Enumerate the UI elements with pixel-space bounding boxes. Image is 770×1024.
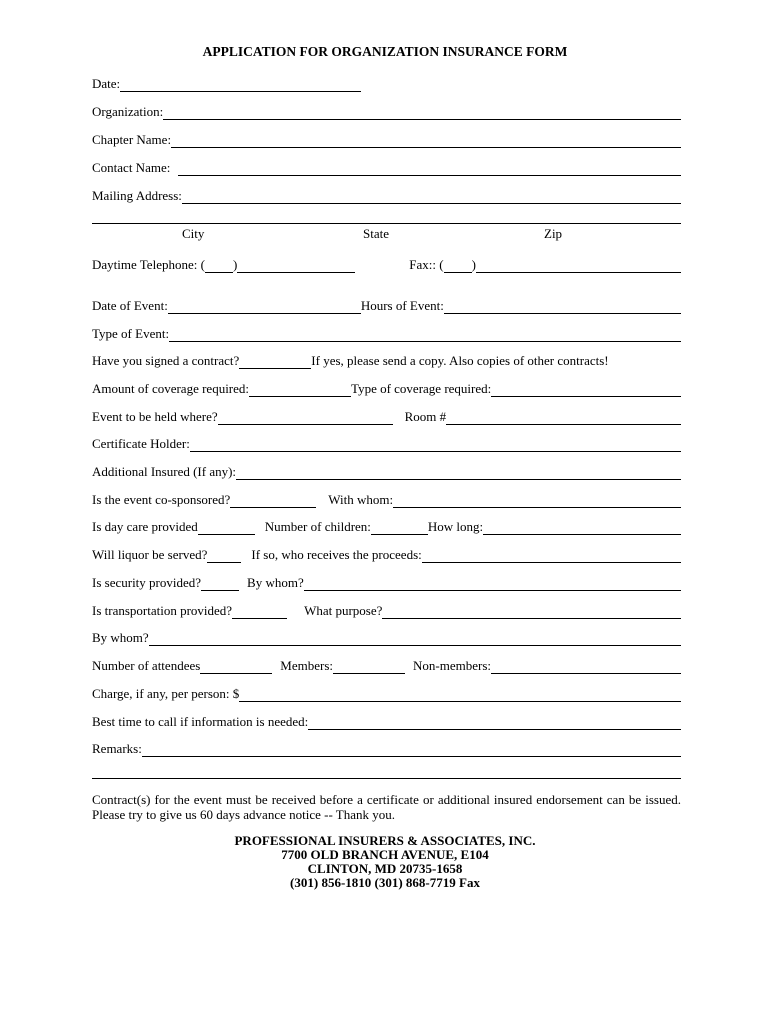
additional-insured-field[interactable] [236, 465, 681, 480]
amount-coverage-label: Amount of coverage required: [92, 381, 250, 396]
company-phone: (301) 856-1810 (301) 868-7719 Fax [290, 875, 480, 890]
room-field[interactable] [446, 410, 681, 425]
best-time-field[interactable] [308, 715, 681, 730]
number-children-field[interactable] [371, 520, 428, 535]
how-long-label: How long: [427, 519, 484, 534]
day-care-field[interactable] [198, 520, 255, 535]
security-row [92, 571, 681, 591]
day-care-row [92, 515, 681, 535]
remarks-line-2[interactable] [92, 778, 681, 779]
transport-by-whom-row [92, 626, 681, 646]
with-whom-field[interactable] [393, 493, 681, 508]
charge-row [92, 682, 681, 702]
transport-by-whom-label: By whom? [92, 630, 149, 645]
additional-insured-label: Additional Insured (If any): [92, 464, 237, 479]
charge-field[interactable] [239, 687, 681, 702]
best-time-label: Best time to call if information is needed: [92, 714, 309, 729]
company-name: PROFESSIONAL INSURERS & ASSOCIATES, INC. [234, 833, 536, 848]
what-purpose-field[interactable] [382, 604, 681, 619]
fax-label: Fax:: ( [409, 257, 444, 272]
proceeds-label: If so, who receives the proceeds: [251, 547, 422, 562]
remarks-field[interactable] [142, 742, 681, 757]
organization-field[interactable] [163, 105, 681, 120]
company-address-line-1: 7700 OLD BRANCH AVENUE, E104 [281, 847, 489, 862]
type-of-event-row [92, 322, 681, 342]
type-coverage-field[interactable] [491, 382, 681, 397]
transportation-row [92, 599, 681, 619]
telephone-number-field[interactable] [237, 258, 355, 273]
security-field[interactable] [201, 576, 239, 591]
telephone-area-code-field[interactable] [205, 258, 233, 273]
type-coverage-label: Type of coverage required: [351, 381, 492, 396]
event-where-field[interactable] [218, 410, 393, 425]
contact-name-label: Contact Name: [92, 160, 171, 175]
organization-row [92, 100, 681, 120]
city-label: City [182, 226, 205, 241]
transportation-field[interactable] [232, 604, 287, 619]
fax-paren-close: ) [471, 257, 476, 272]
type-of-event-label: Type of Event: [92, 326, 170, 341]
chapter-name-field[interactable] [171, 133, 681, 148]
remarks-label: Remarks: [92, 741, 142, 756]
date-label: Date: [92, 76, 121, 91]
chapter-name-row [92, 128, 681, 148]
event-where-label: Event to be held where? [92, 409, 218, 424]
date-row [92, 72, 681, 92]
form-title: APPLICATION FOR ORGANIZATION INSURANCE FORM [202, 44, 568, 59]
zip-label: Zip [544, 226, 563, 241]
non-members-label: Non-members: [413, 658, 491, 673]
contract-question-label: Have you signed a contract? [92, 353, 240, 368]
mailing-address-field[interactable] [182, 189, 681, 204]
security-by-whom-field[interactable] [304, 576, 681, 591]
day-care-label: Is day care provided [92, 519, 198, 534]
hours-of-event-field[interactable] [444, 299, 681, 314]
city-state-zip-labels [92, 226, 681, 242]
cosponsored-field[interactable] [230, 493, 316, 508]
event-date-row [92, 294, 681, 314]
how-long-field[interactable] [483, 520, 681, 535]
cosponsored-label: Is the event co-sponsored? [92, 492, 231, 507]
certificate-holder-label: Certificate Holder: [92, 436, 190, 451]
number-children-label: Number of children: [264, 519, 371, 534]
organization-label: Organization: [92, 104, 164, 119]
non-members-field[interactable] [491, 659, 681, 674]
security-label: Is security provided? [92, 575, 202, 590]
contract-note: If yes, please send a copy. Also copies of other contracts! [311, 353, 609, 368]
contract-row [92, 349, 681, 369]
contact-name-field[interactable] [178, 161, 681, 176]
date-of-event-field[interactable] [168, 299, 361, 314]
address-line-2[interactable] [92, 223, 681, 224]
mailing-address-row [92, 184, 681, 204]
fax-number-field[interactable] [476, 258, 681, 273]
date-of-event-label: Date of Event: [92, 298, 168, 313]
proceeds-field[interactable] [422, 548, 681, 563]
liquor-field[interactable] [207, 548, 241, 563]
state-label: State [363, 226, 389, 241]
cosponsored-row [92, 488, 681, 508]
attendees-row [92, 654, 681, 674]
company-footer [0, 834, 770, 890]
security-by-whom-label: By whom? [247, 575, 304, 590]
certificate-holder-field[interactable] [190, 437, 681, 452]
hours-of-event-label: Hours of Event: [360, 298, 444, 313]
daytime-telephone-label: Daytime Telephone: ( [92, 257, 205, 272]
contract-answer-field[interactable] [239, 354, 311, 369]
coverage-row [92, 377, 681, 397]
type-of-event-field[interactable] [169, 327, 681, 342]
attendees-label: Number of attendees [92, 658, 201, 673]
contact-name-row [92, 156, 681, 176]
charge-label: Charge, if any, per person: $ [92, 686, 240, 701]
telephone-row [92, 253, 681, 273]
fax-area-code-field[interactable] [444, 258, 472, 273]
best-time-row [92, 710, 681, 730]
liquor-label: Will liquor be served? [92, 547, 208, 562]
date-field[interactable] [120, 77, 361, 92]
transport-by-whom-field[interactable] [149, 631, 681, 646]
with-whom-label: With whom: [328, 492, 394, 507]
room-label: Room # [404, 409, 447, 424]
telephone-paren-close: ) [232, 257, 238, 272]
company-address-line-2: CLINTON, MD 20735-1658 [307, 861, 463, 876]
mailing-address-label: Mailing Address: [92, 188, 182, 203]
what-purpose-label: What purpose? [304, 603, 383, 618]
liquor-row [92, 543, 681, 563]
additional-insured-row [92, 460, 681, 480]
certificate-holder-row [92, 432, 681, 452]
members-label: Members: [280, 658, 334, 673]
advance-notice-text: Contract(s) for the event must be received before a certificate or additional insured endorsement can be issued. Please try to give us 60 days advance notice -- Thank you. [92, 792, 681, 822]
attendees-field[interactable] [200, 659, 272, 674]
amount-coverage-field[interactable] [249, 382, 351, 397]
chapter-name-label: Chapter Name: [92, 132, 172, 147]
event-location-row [92, 405, 681, 425]
transportation-label: Is transportation provided? [92, 603, 233, 618]
members-field[interactable] [333, 659, 405, 674]
remarks-row [92, 737, 681, 757]
